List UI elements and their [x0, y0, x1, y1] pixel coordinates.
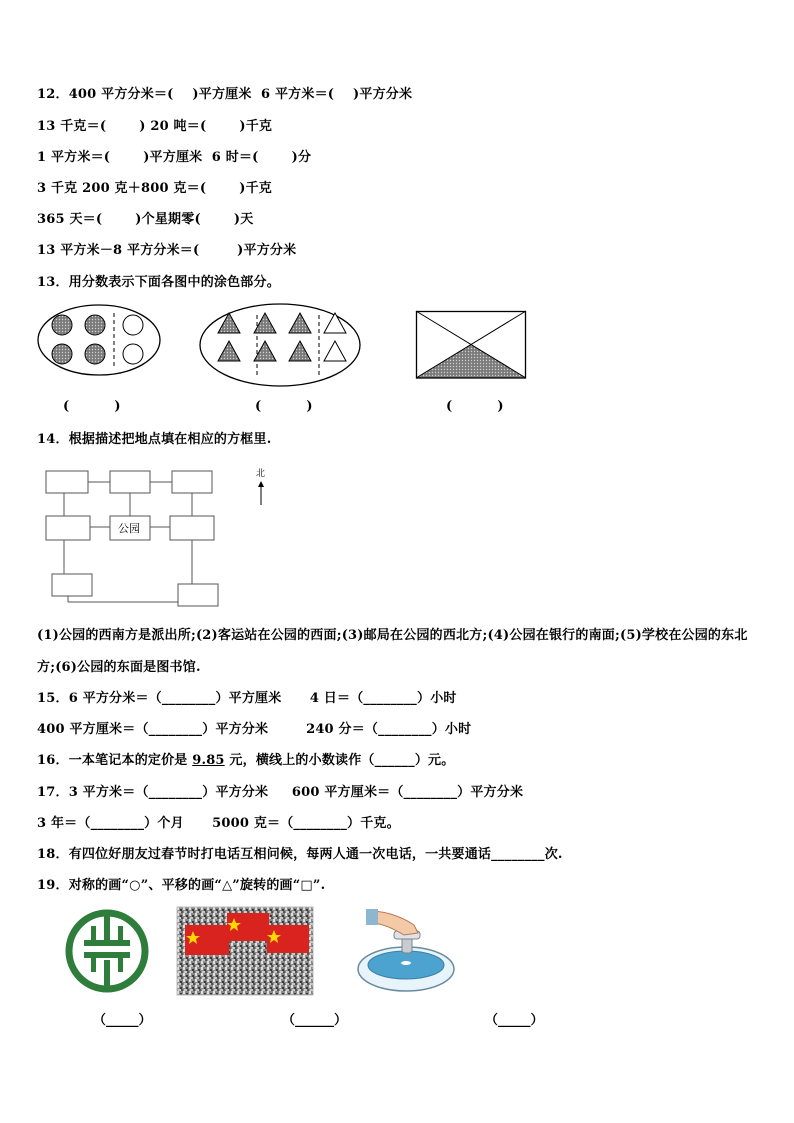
q13-answer-blank-2[interactable]: ( ) — [255, 399, 313, 414]
flags-crowd-image — [177, 907, 313, 995]
q16-text-pre: 16．一本笔记本的定价是 — [37, 753, 193, 768]
q14-description-line-1: (1)公园的西南方是派出所;(2)客运站在公园的西面;(3)邮局在公园的西北方;(4)公园在银行的南面;(5)学校在公园的东北 — [37, 628, 748, 643]
q15-line-1: 15．6 平方分米＝（________）平方厘米 4 日＝（________）小时 — [37, 691, 457, 706]
faucet-sink-image — [344, 907, 462, 995]
q12-line-6: 13 平方米－8 平方分米＝( )平方分米 — [37, 243, 297, 258]
q19-answer-blank-2[interactable]: （______） — [282, 1013, 348, 1028]
q13-figure-triangles — [199, 303, 361, 388]
q14-description-line-2: 方;(6)公园的东面是图书馆. — [37, 660, 201, 675]
q14-map-diagram — [40, 462, 225, 610]
north-arrow-icon — [256, 481, 266, 505]
q15-line-2: 400 平方厘米＝（________）平方分米 240 分＝（________）小时 — [37, 722, 472, 737]
q13-figure-rectangle — [416, 311, 526, 379]
q12-line-2: 13 千克＝( ) 20 吨＝( )千克 — [37, 119, 273, 134]
map-box-northeast — [172, 471, 212, 493]
q13-figure-circles — [37, 303, 162, 378]
q13-answer-blank-3[interactable]: ( ) — [446, 399, 504, 414]
map-box-east — [170, 516, 214, 540]
q16-text-post: 元，横线上的小数读作（______）元。 — [224, 753, 455, 768]
q19-answer-blank-1[interactable]: （_____） — [93, 1013, 152, 1028]
bank-logo-image — [64, 908, 150, 994]
q12-line-3: 1 平方米＝( )平方厘米 6 时＝( )分 — [37, 150, 312, 165]
park-label: 公园 — [118, 522, 140, 535]
q17-line-2: 3 年＝（________）个月 5000 克＝（________）千克。 — [37, 816, 400, 831]
q17-line-1: 17．3 平方米＝（________）平方分米 600 平方厘米＝（________）平方分米 — [37, 785, 524, 800]
q12-line-4: 3 千克 200 克＋800 克＝( )千克 — [37, 181, 273, 196]
q13-answer-blank-1[interactable]: ( ) — [63, 399, 121, 414]
map-box-west — [46, 516, 90, 540]
map-box-northwest — [46, 471, 88, 493]
map-box-southeast — [178, 584, 218, 606]
map-box-southwest — [52, 574, 92, 596]
q13-title: 13．用分数表示下面各图中的涂色部分。 — [37, 275, 280, 290]
q14-title: 14．根据描述把地点填在相应的方框里. — [37, 432, 272, 447]
q19-title: 19．对称的画“○”、平移的画“△”旋转的画“□”. — [37, 878, 326, 893]
q18-line: 18．有四位好朋友过春节时打电话互相问候，每两人通一次电话，一共要通话________次. — [37, 847, 563, 862]
q16-price-value: 9.85 — [192, 753, 225, 768]
map-box-north — [110, 471, 150, 493]
q16-line — [37, 749, 454, 768]
q12-line-1: 12．400 平方分米＝( )平方厘米 6 平方米＝( )平方分米 — [37, 87, 413, 102]
north-label: 北 — [256, 469, 266, 479]
q12-line-5: 365 天＝( )个星期零( )天 — [37, 212, 254, 227]
q19-answer-blank-3[interactable]: （_____） — [485, 1013, 544, 1028]
